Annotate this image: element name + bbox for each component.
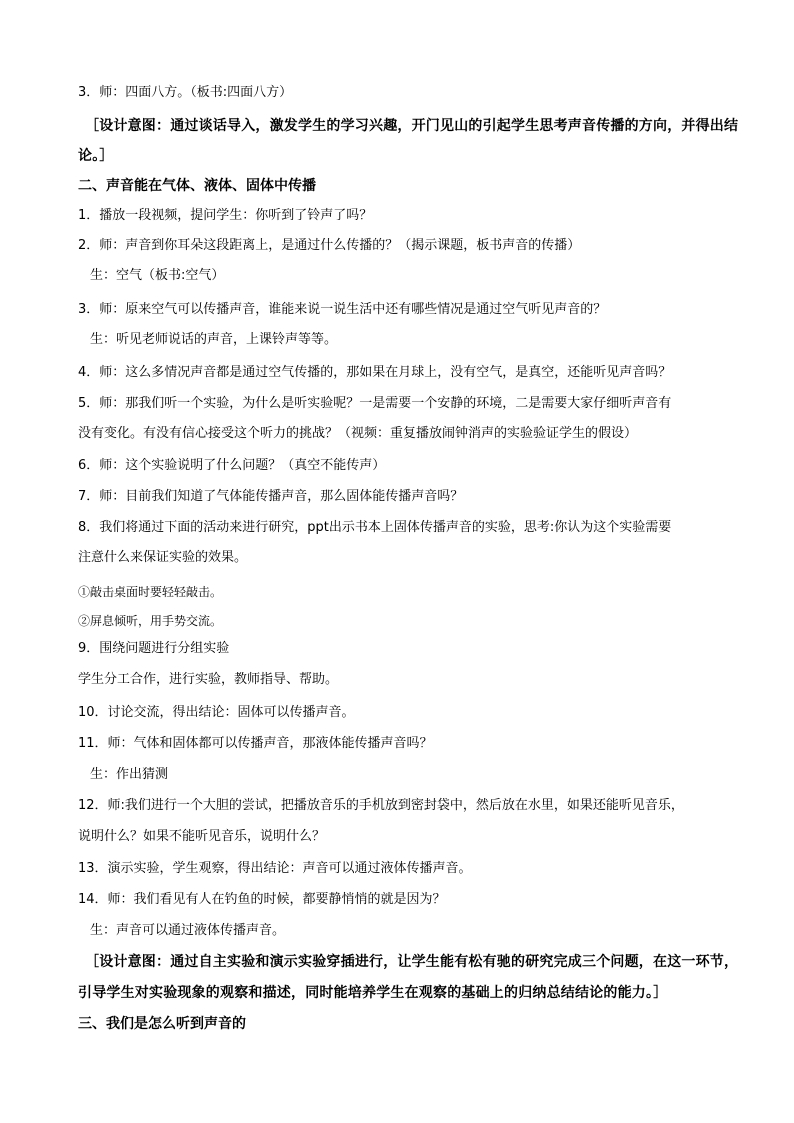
item-5-line-2: 没有变化。有没有信心接受这个听力的挑战？（视频：重复播放闹钟消声的实验验证学生的假设） xyxy=(78,426,638,441)
item-13: 13．演示实验，学生观察，得出结论：声音可以通过液体传播声音。 xyxy=(78,861,472,876)
note-1: ①敲击桌面时要轻轻敲击。 xyxy=(78,585,223,599)
item-9: 9．围绕问题进行分组实验 xyxy=(78,641,230,656)
item-8-line-1: 8．我们将通过下面的活动来进行研究，ppt出示书本上固体传播声音的实验，思考:你认为这个实验需要 xyxy=(78,520,672,535)
item-3: 3．师：原来空气可以传播声音，谁能来说一说生活中还有哪些情况是通过空气听见声音的？ xyxy=(78,302,607,317)
item-12-line-1: 12．师:我们进行一个大胆的尝试，把播放音乐的手机放到密封袋中，然后放在水里，如果还能听见音乐， xyxy=(78,798,684,813)
student-answer-examples: 生：听见老师说话的声音，上课铃声等等。 xyxy=(90,332,338,347)
section-heading-3: 三、我们是怎么听到声音的 xyxy=(78,1016,246,1032)
item-10: 10．讨论交流，得出结论：固体可以传播声音。 xyxy=(78,705,355,720)
design-intent-1-line-2: 论。］ xyxy=(78,148,114,164)
item-12-line-2: 说明什么？如果不能听见音乐，说明什么？ xyxy=(78,829,326,844)
section-heading-2: 二、声音能在气体、液体、固体中传播 xyxy=(78,178,316,194)
design-intent-2-line-2: 引导学生对实验现象的观察和描述，同时能培养学生在观察的基础上的归纳总结结论的能力。］ xyxy=(78,985,668,1001)
student-answer-liquid: 生：声音可以通过液体传播声音。 xyxy=(90,923,286,938)
item-8-line-2: 注意什么来保证实验的效果。 xyxy=(78,550,248,565)
item-9-detail: 学生分工合作，进行实验，教师指导、帮助。 xyxy=(78,672,339,687)
design-intent-1-line-1: ［设计意图：通过谈话导入，激发学生的学习兴趣，开门见山的引起学生思考声音传播的方向，并得出结 xyxy=(85,118,739,134)
item-7: 7．师：目前我们知道了气体能传播声音，那么固体能传播声音吗？ xyxy=(78,489,464,504)
note-2: ②屏息倾听，用手势交流。 xyxy=(78,614,223,628)
step-3-intro: 3．师：四面八方。（板书:四面八方） xyxy=(78,85,293,100)
item-6: 6．师：这个实验说明了什么问题？（真空不能传声） xyxy=(78,458,386,473)
item-4: 4．师：这么多情况声音都是通过空气传播的，那如果在月球上，没有空气，是真空，还能听见声音吗？ xyxy=(78,365,672,380)
student-answer-guess: 生：作出猜测 xyxy=(90,767,169,782)
student-answer-air: 生：空气（板书:空气） xyxy=(90,268,225,283)
item-5-line-1: 5．师：那我们听一个实验，为什么是听实验呢？一是需要一个安静的环境，二是需要大家仔细听声音有 xyxy=(78,396,672,411)
item-11: 11．师：气体和固体都可以传播声音，那液体能传播声音吗？ xyxy=(78,736,433,751)
design-intent-2-line-1: ［设计意图：通过自主实验和演示实验穿插进行，让学生能有松有驰的研究完成三个问题，在这一环节， xyxy=(85,954,739,970)
item-2: 2．师：声音到你耳朵这段距离上，是通过什么传播的？（揭示课题，板书声音的传播） xyxy=(78,238,581,253)
item-14: 14．师：我们看见有人在钓鱼的时候，都要静悄悄的就是因为？ xyxy=(78,892,446,907)
item-1: 1．播放一段视频，提问学生：你听到了铃声了吗？ xyxy=(78,208,373,223)
